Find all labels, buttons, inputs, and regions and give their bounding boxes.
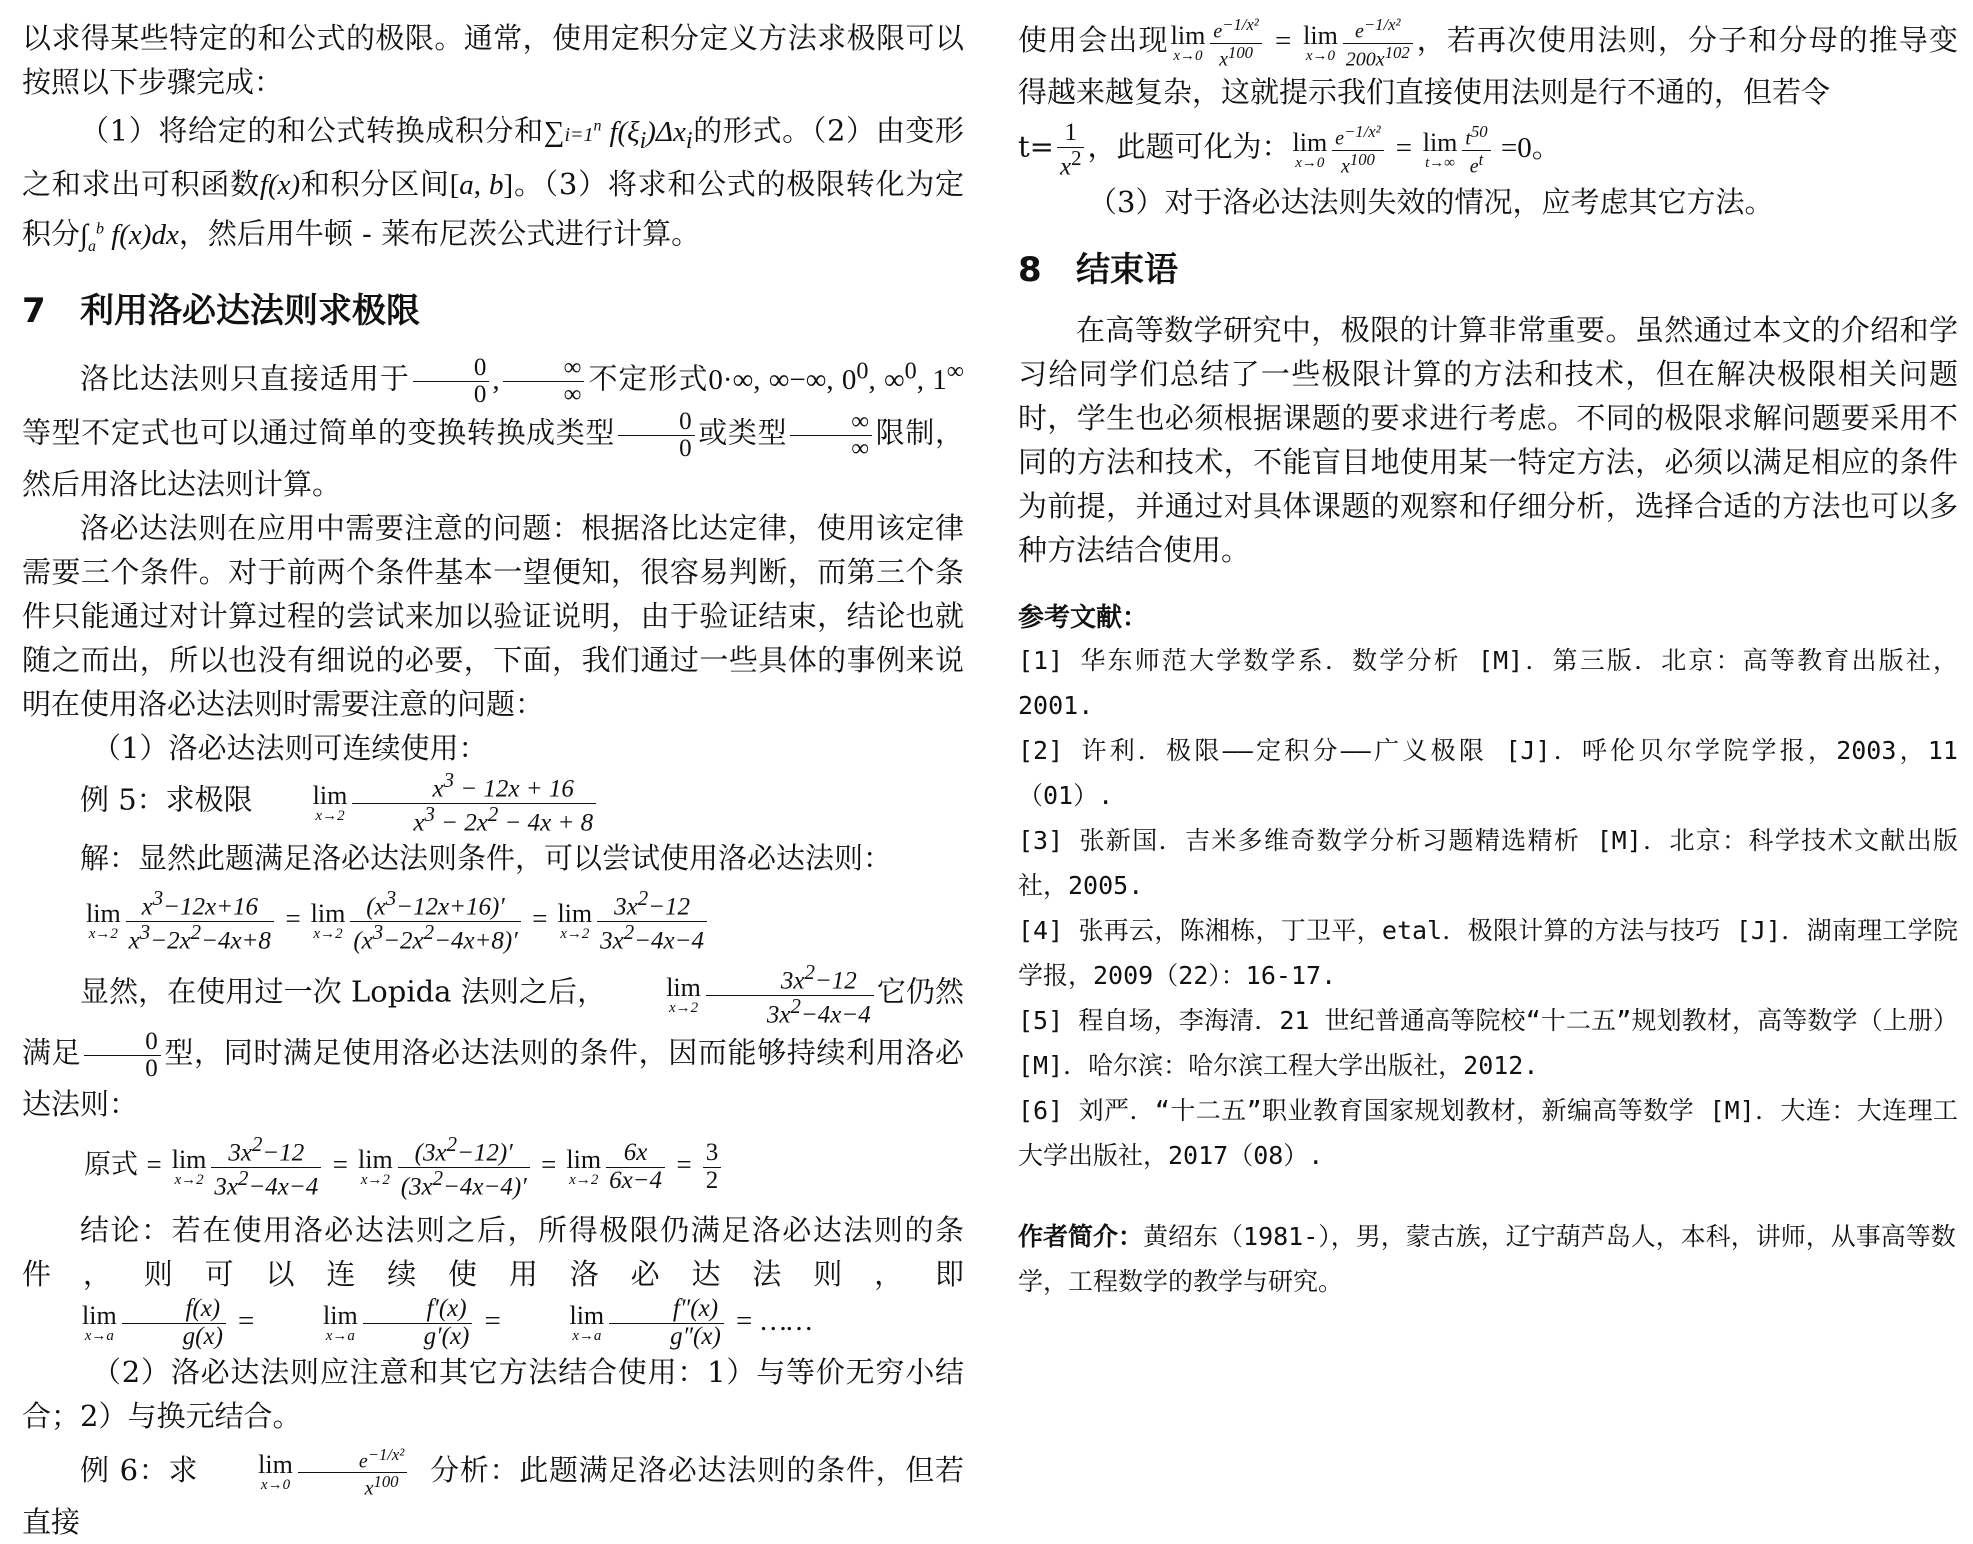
reference-item: [4] 张再云，陈湘栋，丁卫平，etal．极限计算的方法与技巧 [J]．湖南理工学院学报，2009（22）：16-17. (1018, 916, 1958, 991)
section-8-heading: 8 结束语 (1018, 250, 1178, 291)
integral-steps-paragraph: （1）将给定的和公式转换成积分和$\sum i=1^n$ $f(\xi_i)\Delta x_i$的形式。（2）由变形之和求出可积函数f(x)和积分区间[a, b]。（3）将求和公式的极限转化为定积分$\int_a^b$ f(x)dx，然后用牛顿 - 莱布尼茨公式进行计算。 (22, 113, 964, 255)
item-3: （3）对于洛必达法则失效的情况，应考虑其它方法。 (1088, 185, 1774, 220)
conditions-paragraph: 洛必达法则在应用中需要注意的问题：根据洛比达定律，使用该定律需要三个条件。对于前两个条件基本一望便知，很容易判断，而第三个条件只能通过对计算过程的尝试来加以验证说明，由于验证结束，结论也就随之而出，所以也没有细说的必要，下面，我们通过一些具体的事例来说明在使用洛必达法则时需要注意的问题： (22, 511, 964, 722)
references-title: 参考文献： (1018, 603, 1149, 634)
author-bio-label: 作者简介： (1018, 1222, 1144, 1252)
lhopital-intro-paragraph: 洛比达法则只直接适用于 $\frac{0}{0}$ , $\frac{\infty}{\infty}$ 不定形式0·∞, ∞−∞, $0^0$, ∞$^0$, 1∞等型不定式也可以通过简单的变换转换成类型 $\frac{0}{0}$ 或类型 $\frac{\infty}{\infty}$ 限制，然后用洛比达法则计算。 (22, 354, 964, 502)
example-6-continued: 使用会出现 lim x→0 $\frac{e^{-1/x^2}}{x^{100}}$ = lim x→0 $\frac{e^{-1/x^2}}{200x^{102}}$ ，若再次使用法则，分子和分母的推导变得越来越复杂，这就提示我们直接使用法则是行不通的，但若令 (1018, 15, 1958, 110)
example-5: 例 5：求极限 lim x→2 $\frac{x^3 - 12x + 16}{x^3 - 2x^2 - 4x + 8}$ (22, 770, 964, 836)
substitution-line: t= $\frac{1}{x^2}$ ，此题可化为： lim x→0 $\frac{e^{-1/x^2}}{x^{100}}$ = lim t→∞ $\frac{t^{50}}{e^t}$ =0。 (1018, 119, 1561, 180)
reference-item: [2] 许利．极限——定积分——广义极限 [J]．呼伦贝尔学院学报，2003，11（01）. (1018, 736, 1958, 811)
closing-paragraph: 在高等数学研究中，极限的计算非常重要。虽然通过本文的介绍和学习给同学们总结了一些极限计算的方法和技术，但在解决极限相关问题时，学生也必须根据课题的要求进行考虑。不同的极限求解问题要采用不同的方法和技术，不能盲目地使用某一特定方法，必须以满足相应的条件为前提，并通过对具体课题的观察和仔细分析，选择合适的方法也可以多种方法结合使用。 (1018, 313, 1958, 568)
equation-ex5-step1: lim x→2 $\frac{x^3-12x+16}{x^3-2x^2-4x+8}$ = lim x→2 $\frac{(x^3-12x+16)'}{(x^3-2x^2-4x+8)'}$ = lim x→2 $\frac{3x^2-12}{3x^2-4x-4}$ (84, 888, 964, 954)
equation-ex5-result: 原式 = lim x→2 $\frac{3x^2-12}{3x^2-4x-4}$ = lim x→2 $\frac{(3x^2-12)'}{(3x^2-4x-4)'}$ = lim x→2 $\frac{6x}{6x-4}$ = $\frac{3}{2}$ (84, 1134, 964, 1200)
example-6: 例 6：求 lim x→0 $\frac{e^{-1/x^2}}{x^{100}}$ 分析：此题满足洛必达法则的条件，但若直接 (22, 1444, 964, 1540)
section-7-heading: 7 利用洛必达法则求极限 (22, 290, 420, 331)
item-1: （1）洛必达法则可连续使用： (92, 731, 488, 766)
reference-item: [6] 刘严．“十二五”职业教育国家规划教材，新编高等数学 [M]．大连：大连理工大学出版社，2017（08）. (1018, 1096, 1958, 1171)
reference-item: [5] 程自场，李海清．21 世纪普通高等院校“十二五”规划教材，高等数学（上册）[M]．哈尔滨：哈尔滨工程大学出版社，2012. (1018, 1006, 1958, 1081)
continue-paragraph: 显然，在使用过一次 Lopida 法则之后， lim x→2 $\frac{3x^2-12}{3x^2-4x-4}$ 它仍然满足 $\frac{0}{0}$ 型，同时满足使用洛必达法则的条件，因而能够持续利用洛必达法则： (22, 960, 964, 1122)
reference-item: [1] 华东师范大学数学系．数学分析 [M]．第三版．北京：高等教育出版社，2001. (1018, 646, 1958, 721)
left-column (22, 16, 964, 1544)
reference-item: [3] 张新国．吉米多维奇数学分析习题精选精析 [M]．北京：科学技术文献出版社，2005. (1018, 826, 1958, 901)
item-2: （2）洛必达法则应注意和其它方法结合使用：1）与等价无穷小结合；2）与换元结合。 (22, 1354, 964, 1433)
author-bio (1018, 1214, 1958, 1304)
right-column (1018, 16, 1958, 1304)
references-list (1018, 638, 1958, 1178)
solution-text: 解：显然此题满足洛必达法则条件，可以尝试使用洛必达法则： (80, 841, 893, 876)
author-bio-text: 黄绍东（1981-），男，蒙古族，辽宁葫芦岛人，本科，讲师，从事高等数学，工程数学的教学与研究。 (1018, 1222, 1956, 1297)
conclusion-paragraph: 结论：若在使用洛必达法则之后，所得极限仍满足洛必达法则的条件，则可以连续使用洛必达法则，即 lim x→a $\frac{f(x)}{g(x)}$ = lim x→a $\frac{f'(x)}{g'(x)}$ = lim x→a $\frac{f''(x)}{g''(x)}$ = …… (22, 1213, 964, 1350)
intro-paragraph: 以求得某些特定的和公式的极限。通常，使用定积分定义方法求极限可以按照以下步骤完成： (22, 21, 964, 99)
